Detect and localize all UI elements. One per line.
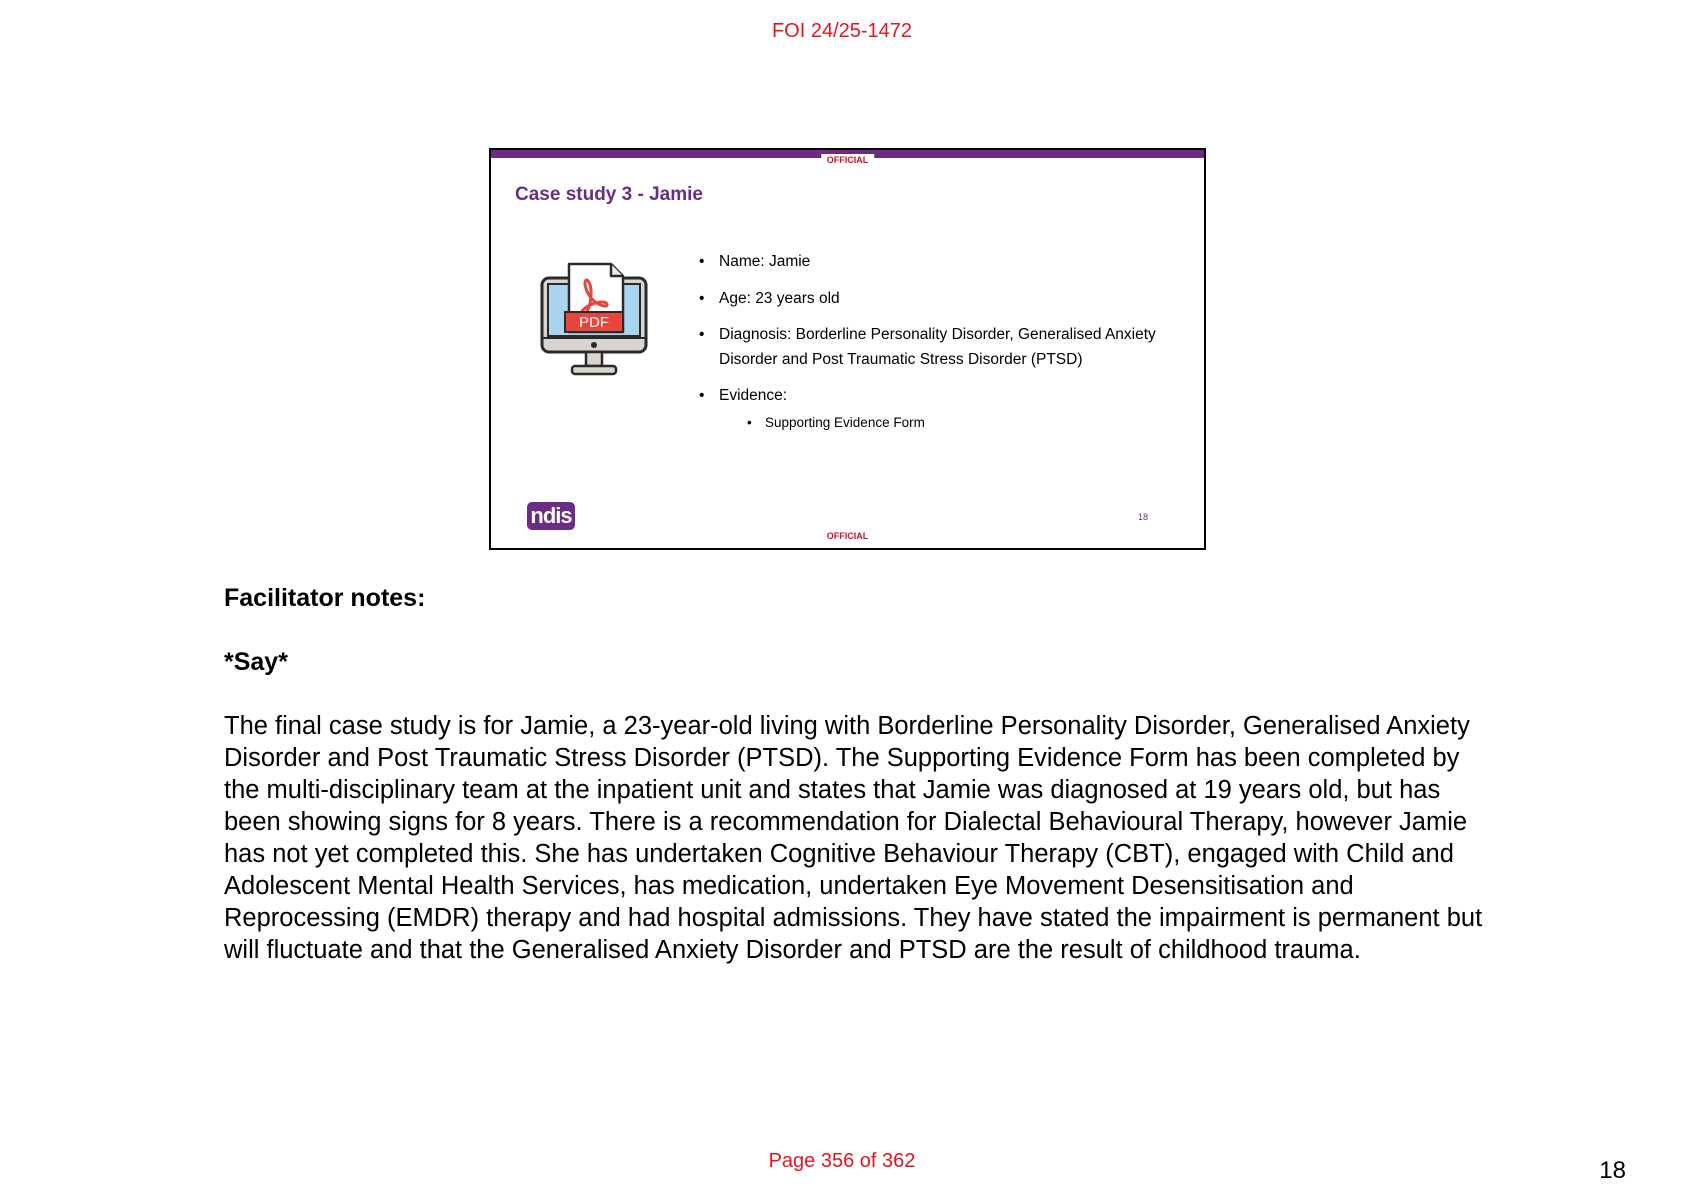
sub-bullet-supporting-form: • Supporting Evidence Form	[747, 413, 1179, 433]
slide-thumbnail	[489, 148, 1206, 550]
slide-bullet-list	[699, 250, 1179, 445]
bullet-diagnosis: • Diagnosis: Borderline Personality Disorder, Generalised Anxiety Disorder and Post Traumatic Stress Disorder (PTSD)	[699, 323, 1179, 372]
page-number: 18	[1599, 1157, 1626, 1184]
ndis-logo: ndis	[527, 502, 575, 530]
say-instruction: *Say*	[224, 648, 288, 676]
slide-number: 18	[1137, 512, 1148, 522]
bullet-evidence-label: Evidence:	[719, 387, 788, 404]
bullet-name: • Name: Jamie	[699, 250, 1179, 275]
notes-body: The final case study is for Jamie, a 23-year-old living with Borderline Personality Disorder, Generalised Anxiety Disorder and Post Traumatic Stress Disorder (PTSD). The Supporting Evidence Form has been completed by the multi-disciplinary team at the inpatient unit and states that Jamie was diagnosed at 19 years old, but has been showing signs for 8 years. There is a recommendation for Dialectal Behavioural Therapy, however Jamie has not yet completed this. She has undertaken Cognitive Behaviour Therapy (CBT), engaged with Child and Adolescent Mental Health Services, has medication, undertaken Eye Movement Desensitisation and Reprocessing (EMDR) therapy and had hospital admissions. They have stated the impairment is permanent but will fluctuate and that the Generalised Anxiety Disorder and PTSD are the result of childhood trauma.	[224, 712, 1483, 964]
bullet-evidence	[699, 384, 1179, 433]
foi-reference: FOI 24/25-1472	[771, 20, 913, 42]
slide-title: Case study 3 - Jamie	[515, 184, 703, 205]
evidence-sub-list	[699, 413, 1179, 433]
facilitator-notes-heading: Facilitator notes:	[224, 584, 426, 612]
pdf-monitor-icon	[539, 260, 649, 380]
pdf-label: PDF	[579, 314, 609, 331]
classification-bottom: OFFICIAL	[821, 530, 875, 542]
page-count: Page 356 of 362	[768, 1150, 916, 1172]
classification-top: OFFICIAL	[821, 154, 875, 166]
bullet-age: • Age: 23 years old	[699, 287, 1179, 312]
